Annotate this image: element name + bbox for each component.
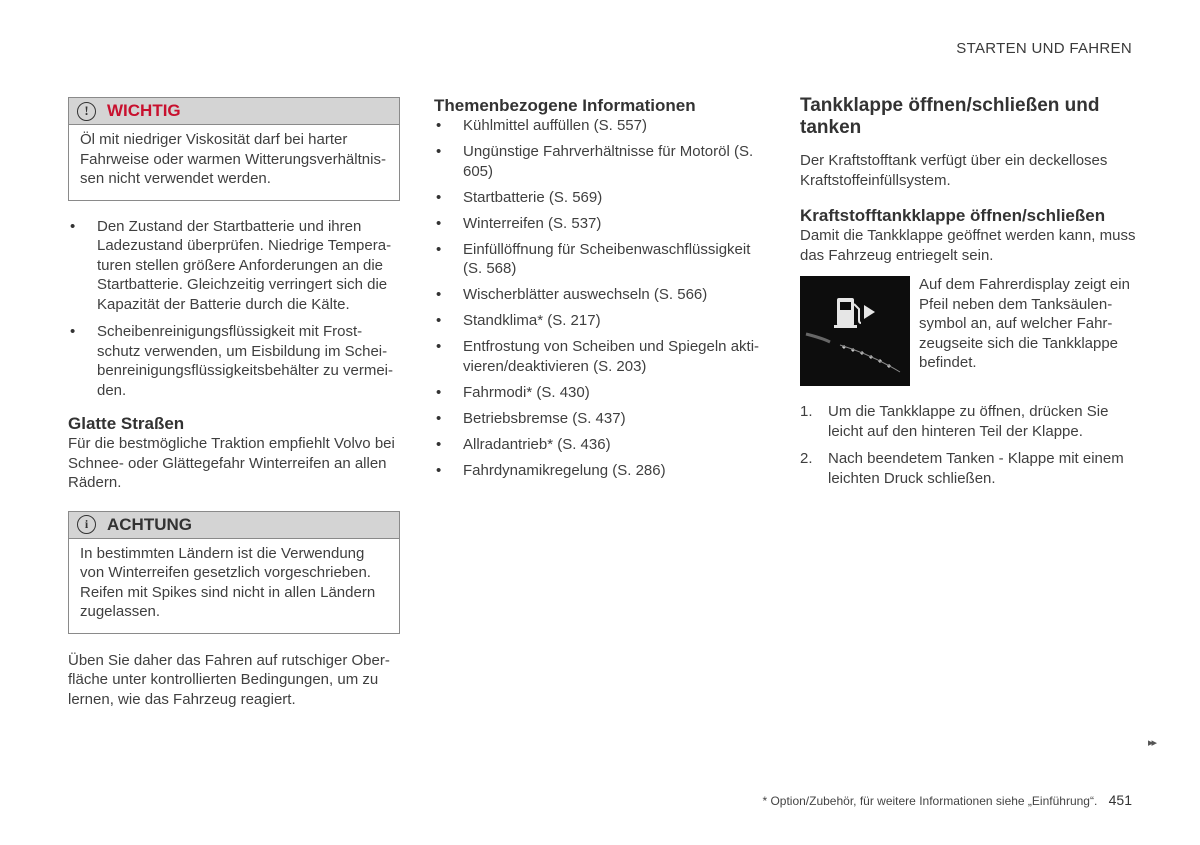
section-text: Für die bestmögliche Traktion empfiehlt Volvo bei Schnee- oder Glättegefahr Winterreifen an allen Rädern. — [68, 435, 395, 491]
driver-display-image — [800, 276, 910, 386]
list-item: • Den Zustand der Startbatterie und ihren Ladezustand überprüfen. Niedrige Tempera-turen stellen größere Anforderungen an die Startbatterie. Gleichzeitig verringert sich die Kapazität der Batterie durch die Kälte. — [68, 217, 400, 315]
link-item[interactable]: • Betriebsbremse (S. 437) — [434, 409, 770, 429]
maintenance-bullets — [68, 217, 400, 401]
warning-text: Öl mit niedriger Viskosität darf bei harter Fahrweise oder warmen Witterungsverhältnis-sen nicht verwendet werden. — [80, 131, 386, 187]
warning-title: WICHTIG — [107, 101, 181, 120]
caution-box — [68, 511, 400, 634]
caution-title: ACHTUNG — [107, 514, 192, 534]
step-item — [800, 402, 1136, 441]
warning-box — [68, 97, 400, 201]
step-number: 1. — [800, 403, 813, 420]
exclamation-icon: ! — [77, 102, 96, 121]
closing-text: Üben Sie daher das Fahren auf rutschiger Ober-fläche unter kontrollierten Bedingungen, um zu lernen, wie das Fahrzeug reagiert. — [68, 651, 390, 708]
warning-box-header — [69, 98, 399, 125]
double-arrow-right-icon[interactable]: ▸▸ — [1148, 737, 1156, 749]
page-number: 451 — [1108, 792, 1132, 808]
fuel-pump-icon — [800, 276, 910, 386]
page-header: STARTEN UND FAHREN — [956, 40, 1132, 57]
subsection-text: Damit die Tankklappe geöffnet werden kann, muss das Fahrzeug entriegelt sein. — [800, 227, 1136, 264]
section-heading: Glatte Straßen — [68, 414, 185, 433]
related-links — [434, 116, 770, 480]
link-item[interactable]: • Einfüllöffnung für Scheibenwaschflüssigkeit (S. 568) — [434, 240, 770, 279]
column-left — [68, 96, 400, 709]
page-footer — [762, 792, 1132, 808]
link-item[interactable]: • Fahrdynamikregelung (S. 286) — [434, 461, 770, 481]
link-item[interactable]: • Ungünstige Fahrverhältnisse für Motoröl (S. 605) — [434, 142, 770, 181]
step-text: Um die Tankklappe zu öffnen, drücken Sie leicht auf den hinteren Teil der Klappe. — [828, 403, 1109, 440]
step-item — [800, 449, 1136, 488]
section-title: Tankklappe öffnen/schließen und tanken — [800, 95, 1100, 138]
step-number: 2. — [800, 450, 813, 467]
caution-text: In bestimmten Ländern ist die Verwendung von Winterreifen gesetzlich vorgeschrieben. Reifen mit Spikes sind nicht in allen Ländern zugelassen. — [80, 544, 376, 620]
link-item[interactable]: • Allradantrieb* (S. 436) — [434, 435, 770, 455]
info-icon: i — [77, 515, 96, 534]
link-item[interactable]: • Standklima* (S. 217) — [434, 311, 770, 331]
link-item[interactable]: • Winterreifen (S. 537) — [434, 214, 770, 234]
steps-list — [800, 402, 1136, 488]
intro-text: Der Kraftstofftank verfügt über ein deckelloses Kraftstoffeinfüllsystem. — [800, 152, 1108, 189]
link-item[interactable]: • Kühlmittel auffüllen (S. 557) — [434, 116, 770, 136]
related-info-heading: Themenbezogene Informationen — [434, 96, 696, 115]
footnote-text: * Option/Zubehör, für weitere Informationen siehe „Einführung“. — [762, 794, 1098, 808]
link-item[interactable]: • Startbatterie (S. 569) — [434, 188, 770, 208]
link-item[interactable]: • Entfrostung von Scheiben und Spiegeln akti-vieren/deaktivieren (S. 203) — [434, 337, 770, 376]
column-middle — [434, 96, 770, 487]
caution-box-header — [69, 512, 399, 539]
step-text: Nach beendetem Tanken - Klappe mit einem leichten Druck schließen. — [828, 450, 1124, 487]
link-item[interactable]: • Wischerblätter auswechseln (S. 566) — [434, 285, 770, 305]
figure-caption: Auf dem Fahrerdisplay zeigt ein Pfeil neben dem Tanksäulen-symbol an, auf welcher Fahr-zeugseite sich die Tankklappe befindet. — [919, 276, 1130, 371]
link-item[interactable]: • Fahrmodi* (S. 430) — [434, 383, 770, 403]
figure-block — [800, 275, 1136, 386]
subsection-heading: Kraftstofftankklappe öffnen/schließen — [800, 206, 1106, 225]
column-right — [800, 96, 1136, 496]
list-item: • Scheibenreinigungsflüssigkeit mit Frost-schutz verwenden, um Eisbildung im Schei-benreinigungsflüssigkeitsbehälter zu vermei-den. — [68, 322, 400, 400]
